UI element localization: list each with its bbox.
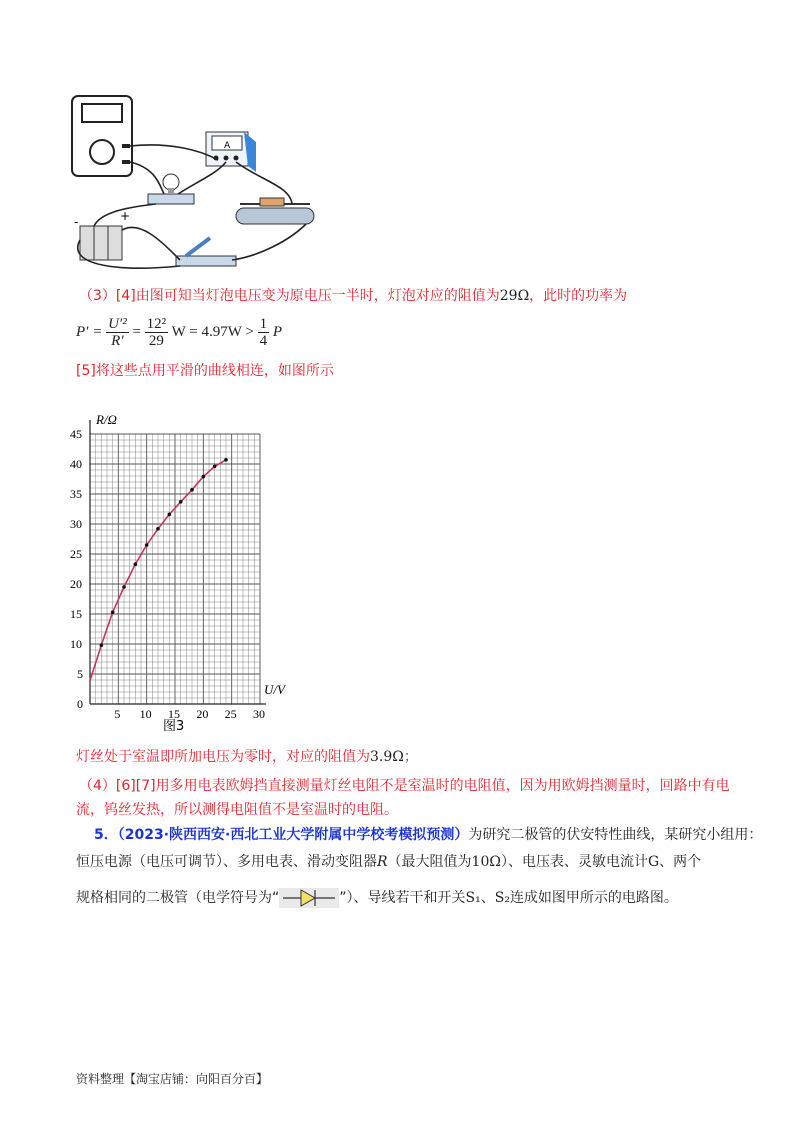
x-tick-label: 30 bbox=[253, 707, 265, 721]
part3-line1-text: （3）[4]由图可知当灯泡电压变为原电压一半时，灯泡对应的阻值为 bbox=[79, 288, 500, 304]
part4-line2: 流，钨丝发热，所以测得电阻值不是室温时的电阻。 bbox=[76, 802, 398, 818]
x-tick-label: 20 bbox=[196, 707, 209, 721]
y-tick-label: 30 bbox=[70, 517, 82, 531]
q5-line2-b: （最大阻值为 bbox=[387, 854, 472, 870]
data-point bbox=[111, 610, 115, 614]
x-axis-label: U/V bbox=[264, 682, 285, 697]
switch-s1: S₁ bbox=[465, 890, 481, 906]
resistance-voltage-chart bbox=[60, 408, 320, 748]
svg-text:-: - bbox=[74, 215, 79, 229]
x-tick-label: 25 bbox=[224, 707, 237, 721]
q5-line3-c: 连成如图甲所示的电路图。 bbox=[509, 890, 678, 906]
data-point bbox=[202, 475, 206, 479]
room-temp-resistance-line bbox=[76, 747, 418, 767]
data-point bbox=[168, 513, 172, 517]
fraction-1-numerator: U′² bbox=[108, 316, 127, 332]
y-tick-label: 35 bbox=[70, 487, 82, 501]
y-tick-label: 5 bbox=[77, 667, 83, 681]
q5-line2-c: ）、电压表、灵敏电流计 bbox=[500, 854, 648, 870]
q5-line3-sep: 、 bbox=[480, 890, 495, 906]
data-point bbox=[145, 543, 149, 547]
svg-text:+: + bbox=[120, 209, 131, 223]
y-tick-label: 25 bbox=[70, 547, 82, 561]
x-tick-label: 5 bbox=[114, 707, 121, 721]
formula-rhs: P bbox=[272, 323, 283, 340]
y-tick-label: 15 bbox=[70, 607, 82, 621]
y-tick-label: 0 bbox=[77, 697, 83, 711]
y-tick-label: 10 bbox=[70, 637, 82, 651]
data-point bbox=[179, 500, 183, 504]
fraction-2-denominator: 29 bbox=[148, 333, 164, 349]
data-point bbox=[156, 527, 160, 531]
formula-fraction-2 bbox=[145, 316, 169, 349]
room-temp-end: ； bbox=[403, 749, 418, 765]
formula-lhs: P′ = bbox=[76, 323, 103, 340]
question5-line1 bbox=[94, 825, 762, 845]
question5-source: （2023·陕西西安·西北工业大学附属中学校考模拟预测） bbox=[117, 827, 469, 843]
y-tick-label: 20 bbox=[70, 577, 82, 591]
y-tick-label: 40 bbox=[70, 457, 82, 471]
data-point bbox=[190, 488, 194, 492]
svg-text:A: A bbox=[224, 141, 231, 151]
chart-ticks bbox=[70, 427, 265, 721]
fraction-3-denominator: 4 bbox=[259, 333, 268, 349]
max-resistance: 10Ω bbox=[471, 854, 501, 870]
circuit-apparatus-illustration bbox=[60, 90, 360, 275]
formula-fraction-1 bbox=[106, 316, 129, 349]
formula-equals: = bbox=[132, 323, 141, 340]
galvanometer-symbol: G bbox=[647, 854, 660, 870]
x-tick-label: 15 bbox=[168, 707, 180, 721]
part4-line1: （4）[6][7]用多用电表欧姆挡直接测量灯丝电阻不是室温时的电阻值，因为用欧姆挡测量时，回路中有电 bbox=[79, 778, 730, 794]
part3-line1 bbox=[79, 286, 627, 306]
diode-symbol-icon bbox=[279, 886, 339, 910]
footer-note: 资料整理【淘宝店铺：向阳百分百】 bbox=[76, 1072, 269, 1086]
question5-line2 bbox=[76, 852, 701, 872]
y-axis-label: R/Ω bbox=[96, 412, 117, 427]
data-point bbox=[134, 562, 138, 566]
chart-caption: 图3 bbox=[163, 719, 185, 734]
power-formula bbox=[76, 316, 282, 349]
part3-line1-end: ，此时的功率为 bbox=[529, 288, 628, 304]
question5-line1-text: 为研究二极管的伏安特性曲线，某研究小组用： bbox=[468, 827, 763, 843]
data-point bbox=[224, 458, 228, 462]
switch-s2: S₂ bbox=[494, 890, 510, 906]
chart-grid bbox=[90, 420, 266, 704]
q5-line3-a: 规格相同的二极管（电学符号为“ bbox=[76, 890, 280, 906]
part3-resistance: 29Ω bbox=[499, 288, 530, 304]
rheostat-symbol: R bbox=[377, 854, 388, 870]
part3-line2: [5]将这些点用平滑的曲线相连，如图所示 bbox=[76, 363, 334, 379]
question5-number: 5． bbox=[94, 827, 118, 843]
fraction-1-denominator: R′ bbox=[111, 333, 124, 349]
formula-middle: W = 4.97W > bbox=[171, 323, 254, 340]
q5-line2-d: 、两个 bbox=[659, 854, 702, 870]
data-point bbox=[100, 643, 104, 647]
room-temp-value: 3.9Ω bbox=[370, 749, 404, 765]
q5-line2-a: 恒压电源（电压可调节）、多用电表、滑动变阻器 bbox=[76, 854, 377, 870]
room-temp-text: 灯丝处于室温即所加电压为零时，对应的阻值为 bbox=[76, 749, 370, 765]
formula-fraction-3 bbox=[258, 316, 270, 349]
question5-line3 bbox=[76, 886, 678, 910]
data-point bbox=[122, 585, 126, 589]
fraction-3-numerator: 1 bbox=[259, 316, 268, 332]
data-point bbox=[213, 465, 217, 469]
y-tick-label: 45 bbox=[70, 427, 82, 441]
fraction-2-numerator: 12² bbox=[146, 316, 167, 332]
x-tick-label: 10 bbox=[139, 707, 152, 721]
q5-line3-b: ”）、导线若干和开关 bbox=[339, 890, 466, 906]
